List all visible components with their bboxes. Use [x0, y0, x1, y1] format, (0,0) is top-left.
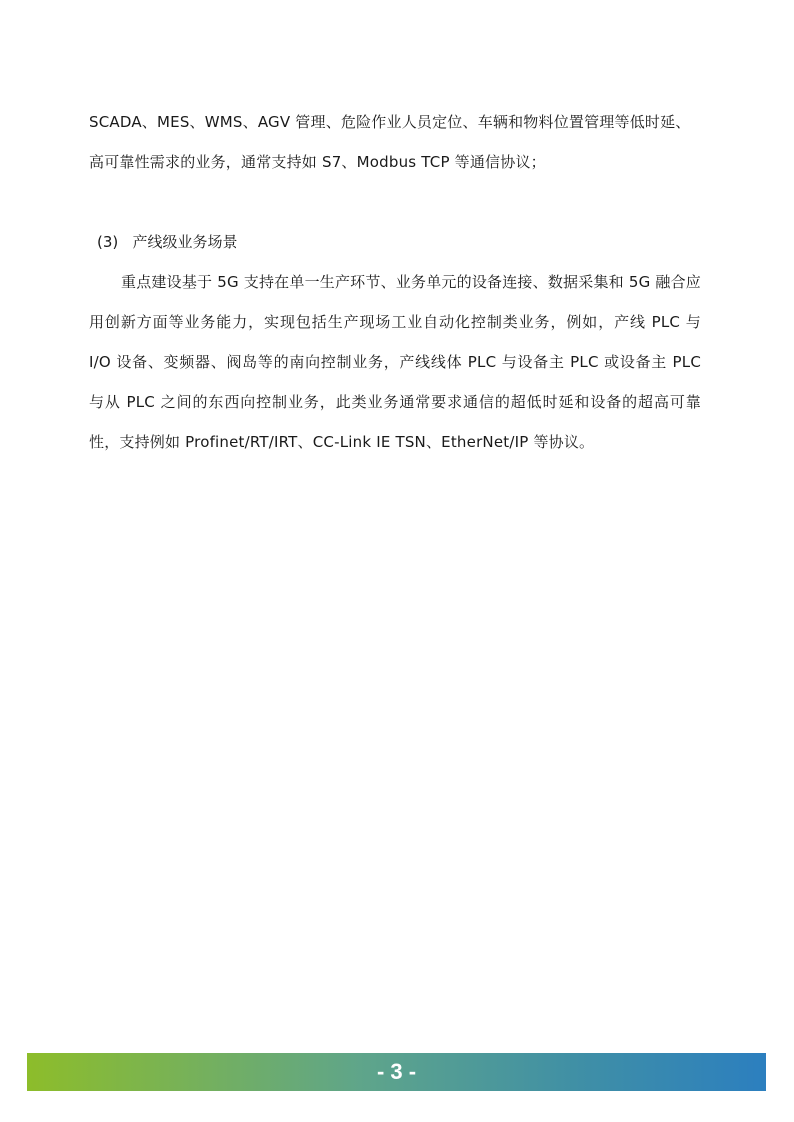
section-heading: (3) 产线级业务场景 — [97, 233, 238, 251]
page-number: - 3 - — [376, 1059, 417, 1084]
body-paragraph-1: SCADA、MES、WMS、AGV 管理、危险作业人员定位、车辆和物料位置管理等低时延、高可靠性需求的业务，通常支持如 S7、Modbus TCP 等通信协议； — [89, 113, 691, 171]
footer-bar — [27, 1053, 766, 1091]
body-paragraph-2: 重点建设基于 5G 支持在单一生产环节、业务单元的设备连接、数据采集和 5G 融合应用创新方面等业务能力，实现包括生产现场工业自动化控制类业务，例如，产线 PLC 与 I/O 设备、变频器、阀岛等的南向控制业务，产线线体 PLC 与设备主 PLC 或设备主 PLC 与从 PLC 之间的东西向控制业务，此类业务通常要求通信的超低时延和设备的超高可靠性，支持例如 Profinet/RT/IRT、CC-Link IE TSN、EtherNet/IP 等协议。 — [89, 273, 701, 451]
